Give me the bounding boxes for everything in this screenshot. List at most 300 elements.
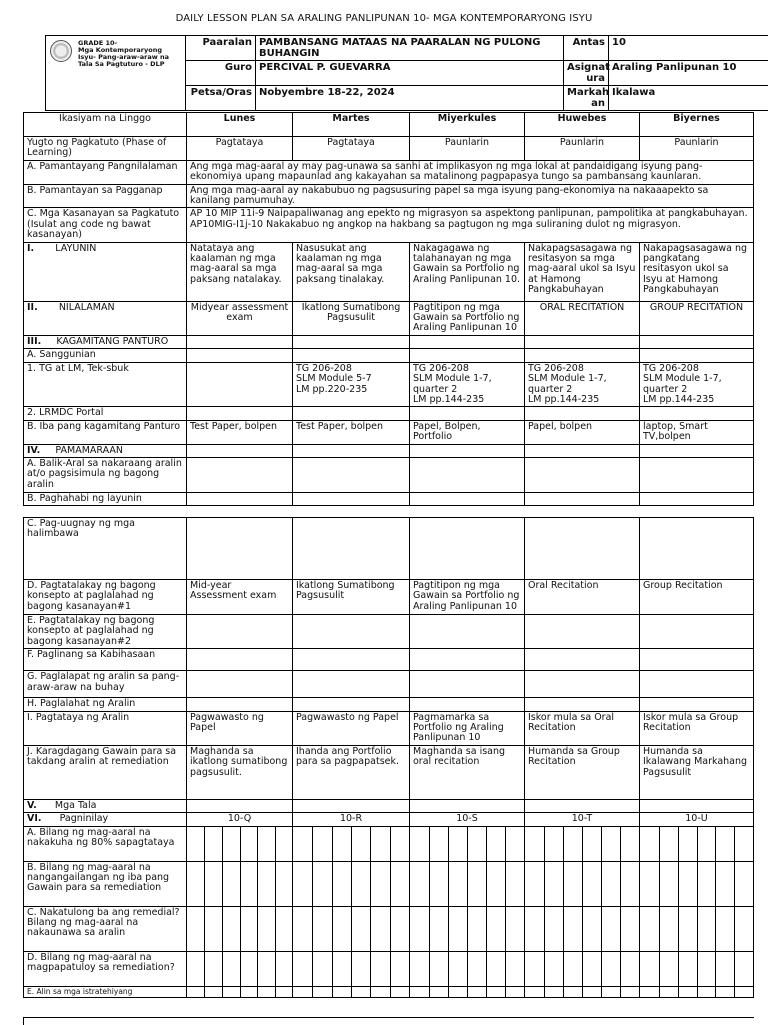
markahan-label: Markah an [564,86,609,111]
tally-divider [486,862,487,906]
school-logo-cell [46,36,186,111]
tally-divider [734,907,735,951]
kasanayan-label: C. Mga Kasanayan sa Pagkatuto (Isulat ang code ng bawat kasanayan) [24,208,187,242]
day-header: Huwebes [525,113,640,137]
tally-divider [448,907,449,951]
tally-divider [257,862,258,906]
tally-divider [601,907,602,951]
reflection-c-label: C. Nakatulong ba ang remedial? Bilang ng mag-aaral na nakaunawa sa aralin [24,906,187,951]
empty-cell [525,335,640,348]
pagtataya-cell: Pagmamarka sa Portfolio ng Araling Panlipunan 10 [410,711,525,745]
count-cell [293,861,410,906]
empty-cell [410,615,525,649]
guro-value: PERCIVAL P. GUEVARRA [256,61,564,86]
pagtatalakay-1-cell: Mid-year Assessment exam [187,580,293,615]
empty-cell [293,671,410,698]
empty-cell [640,407,754,420]
pagtatalakay-1-label: D. Pagtatalakay ng bagong konsepto at paglalahad ng bagong kasanayan#1 [24,580,187,615]
karagdagang-gawain-label: J. Karagdagang Gawain para sa takdang aralin at remediation [24,745,187,799]
pamantayan-sa-pagganap-text: Ang mga mag-aaral ay nakabubuo ng pagsusuring papel sa mga isyung pang-ekonomiya na nakaaapekto sa kanilang pamumuhay. [187,184,754,208]
empty-cell [525,615,640,649]
empty-cell [293,518,410,580]
tally-divider [620,907,621,951]
empty-cell [293,649,410,671]
tally-divider [620,827,621,861]
tally-divider [505,987,506,997]
empty-cell [187,671,293,698]
tally-divider [429,862,430,906]
tally-divider [467,862,468,906]
tally-divider [715,827,716,861]
tally-divider [620,987,621,997]
tally-divider [240,907,241,951]
empty-cell [293,698,410,711]
tally-divider [601,827,602,861]
tally-divider [486,907,487,951]
kagamitan-label: III. KAGAMITANG PANTURO [24,335,187,348]
tally-divider [505,907,506,951]
iba-cell: laptop, Smart TV,bolpen [640,420,754,444]
empty-cell [640,349,754,362]
tally-divider [544,862,545,906]
section-header: 10-S [410,813,525,826]
tally-divider [429,827,430,861]
page-title: DAILY LESSON PLAN SA ARALING PANLIPUNAN 10- MGA KONTEMPORARYONG ISYU [0,13,768,24]
empty-cell [187,518,293,580]
tally-divider [332,952,333,986]
empty-cell [640,698,754,711]
layunin-cell: Nakapagsasagawa ng pangkatang resitasyon ukol sa Isyu at Hamong Pangkabuhayan [640,242,754,301]
pamamaraan-label: IV. PAMAMARAAN [24,444,187,457]
empty-cell [293,799,410,812]
iba-pang-kagamitan-label: B. Iba pang kagamitang Panturo [24,420,187,444]
empty-cell [410,349,525,362]
guro-label: Guro [186,61,256,86]
empty-cell [525,349,640,362]
yugto-label: Yugto ng Pagkatuto (Phase of Learning) [24,137,187,161]
empty-cell [410,457,525,492]
tally-divider [275,952,276,986]
tally-divider [467,952,468,986]
tally-divider [467,987,468,997]
pagninilay-label: VI. Pagninilay [24,813,187,826]
lesson-plan-table-1 [23,112,754,506]
tally-divider [275,862,276,906]
tally-divider [601,952,602,986]
tally-divider [312,952,313,986]
petsa-value: Nobyembre 18-22, 2024 [256,86,564,111]
paglalahat-label: H. Paglalahat ng Aralin [24,698,187,711]
tally-divider [204,862,205,906]
lrmdc-label: 2. LRMDC Portal [24,407,187,420]
markahan-value: Ikalawa [609,86,768,111]
tally-divider [544,907,545,951]
tally-divider [351,827,352,861]
nilalaman-cell: Pagtitipon ng mga Gawain sa Portfolio ng Araling Panlipunan 10 [410,301,525,335]
empty-cell [525,518,640,580]
tally-divider [582,862,583,906]
nilalaman-label: II. NILALAMAN [24,301,187,335]
count-cell [293,906,410,951]
tally-divider [659,862,660,906]
layunin-cell: Natataya ang kaalaman ng mga mag-aaral sa mga paksang natalakay. [187,242,293,301]
reflection-a-label: A. Bilang ng mag-aaral na nakakuha ng 80% sapagtataya [24,826,187,861]
tally-divider [222,907,223,951]
tally-divider [429,987,430,997]
tally-divider [678,987,679,997]
tally-divider [240,987,241,997]
pagtataya-cell: Pagwawasto ng Papel [293,711,410,745]
empty-cell [293,457,410,492]
tally-divider [486,827,487,861]
tally-divider [429,907,430,951]
iba-cell: Papel, bolpen [525,420,640,444]
empty-cell [410,649,525,671]
tally-divider [390,862,391,906]
iba-cell: Papel, Bolpen, Portfolio [410,420,525,444]
tally-divider [204,987,205,997]
mga-tala-label: V. Mga Tala [24,799,187,812]
karagdagang-gawain-cell: Maghanda sa ikatlong sumatibong pagsusulit. [187,745,293,799]
tally-divider [275,827,276,861]
empty-cell [187,335,293,348]
tally-divider [312,827,313,861]
tally-divider [544,827,545,861]
empty-cell [640,457,754,492]
day-header: Biyernes [640,113,754,137]
tally-divider [448,987,449,997]
tg-cell: TG 206-208 SLM Module 1-7, quarter 2 LM pp.144-235 [410,362,525,407]
count-cell [293,826,410,861]
paglinang-label: F. Paglinang sa Kabihasaan [24,649,187,671]
pamantayang-pangnilalaman-label: A. Pamantayang Pangnilalaman [24,160,187,184]
tally-divider [240,862,241,906]
tally-divider [222,952,223,986]
tally-divider [734,862,735,906]
tally-divider [659,907,660,951]
tally-divider [222,862,223,906]
empty-cell [640,799,754,812]
yugto-cell: Paunlarin [410,137,525,161]
empty-cell [640,335,754,348]
count-cell [187,951,293,986]
tally-divider [544,987,545,997]
deped-seal-icon [50,40,72,62]
empty-cell [525,698,640,711]
tally-divider [715,987,716,997]
tally-divider [332,862,333,906]
tally-divider [448,862,449,906]
tally-divider [486,952,487,986]
tally-divider [312,907,313,951]
empty-cell [293,335,410,348]
count-cell [640,951,754,986]
tally-divider [467,827,468,861]
tally-divider [390,907,391,951]
layunin-cell: Nakapagsasagawa ng resitasyon sa mga mag-aaral ukol sa Isyu at Hamong Pangkabuhayan [525,242,640,301]
tally-divider [332,827,333,861]
pagtatalakay-1-cell: Oral Recitation [525,580,640,615]
paaralan-label: Paaralan [186,36,256,61]
tally-divider [257,907,258,951]
tg-cell [187,362,293,407]
tally-divider [582,907,583,951]
day-header: Lunes [187,113,293,137]
yugto-cell: Paunlarin [525,137,640,161]
empty-cell [187,615,293,649]
tally-divider [312,987,313,997]
empty-cell [410,799,525,812]
tally-divider [697,952,698,986]
tally-divider [563,907,564,951]
tally-divider [601,987,602,997]
count-cell [293,951,410,986]
karagdagang-gawain-cell: Maghanda sa isang oral recitation [410,745,525,799]
empty-cell [410,671,525,698]
empty-cell [293,349,410,362]
reflection-d-label: D. Bilang ng mag-aaral na magpapatuloy sa remediation? [24,951,187,986]
tally-divider [370,987,371,997]
yugto-cell: Paunlarin [640,137,754,161]
section-header: 10-U [640,813,754,826]
asignatura-value: Araling Panlipunan 10 [609,61,768,86]
tally-divider [257,987,258,997]
tally-divider [257,952,258,986]
count-cell [187,861,293,906]
lesson-plan-table-2 [23,517,754,998]
tally-divider [620,952,621,986]
tally-divider [697,987,698,997]
empty-cell [525,444,640,457]
empty-cell [293,615,410,649]
count-cell [410,986,525,997]
tally-divider [390,952,391,986]
tally-divider [505,827,506,861]
tally-divider [505,952,506,986]
empty-cell [640,649,754,671]
empty-cell [187,457,293,492]
kasanayan-text: AP 10 MIP 11i-9 Naipapaliwanag ang epekto ng migrasyon sa aspektong panlipunan, pampolitika at pangkabuhayan. AP10MIG-I1j-10 Nakakabuo ng angkop na hakbang sa pagtugon ng mga suliraning dulot ng migrasyon. [187,208,754,242]
pagtataya-label: I. Pagtataya ng Aralin [24,711,187,745]
tally-divider [734,952,735,986]
nilalaman-cell: Midyear assessment exam [187,301,293,335]
tally-divider [370,827,371,861]
antas-label: Antas [564,36,609,61]
empty-cell [187,444,293,457]
tally-divider [544,952,545,986]
yugto-cell: Pagtataya [293,137,410,161]
pagtataya-cell: Pagwawasto ng Papel [187,711,293,745]
empty-cell [640,671,754,698]
section-header: 10-Q [187,813,293,826]
tally-divider [275,987,276,997]
tally-divider [582,827,583,861]
empty-cell [525,492,640,505]
tally-divider [257,827,258,861]
iba-cell: Test Paper, bolpen [293,420,410,444]
section-header: 10-R [293,813,410,826]
tally-divider [222,827,223,861]
tally-divider [204,827,205,861]
pagtatalakay-1-cell: Ikatlong Sumatibong Pagsusulit [293,580,410,615]
tally-divider [697,907,698,951]
nilalaman-cell: GROUP RECITATION [640,301,754,335]
tally-divider [563,987,564,997]
tally-divider [351,907,352,951]
tally-divider [204,952,205,986]
tally-divider [678,862,679,906]
tally-divider [582,952,583,986]
tally-divider [204,907,205,951]
empty-cell [293,407,410,420]
tally-divider [715,862,716,906]
tally-divider [505,862,506,906]
count-cell [293,986,410,997]
tally-divider [715,907,716,951]
empty-cell [525,671,640,698]
tg-cell: TG 206-208 SLM Module 1-7, quarter 2 LM pp.144-235 [525,362,640,407]
pamantayan-sa-pagganap-label: B. Pamantayan sa Pagganap [24,184,187,208]
tally-divider [678,952,679,986]
tally-divider [351,862,352,906]
empty-cell [640,615,754,649]
count-cell [525,861,640,906]
asignatura-label: Asignat ura [564,61,609,86]
header-table [45,35,768,111]
tally-divider [734,827,735,861]
empty-cell [187,698,293,711]
pagtatalakay-1-cell: Pagtitipon ng mga Gawain sa Portfolio ng Araling Panlipunan 10 [410,580,525,615]
count-cell [640,861,754,906]
petsa-label: Petsa/Oras [186,86,256,111]
sanggunian-label: A. Sanggunian [24,349,187,362]
tg-cell: TG 206-208 SLM Module 5-7 LM pp.220-235 [293,362,410,407]
paglalapat-label: G. Paglalapat ng aralin sa pang-araw-araw na buhay [24,671,187,698]
pagtatalakay-1-cell: Group Recitation [640,580,754,615]
empty-cell [293,444,410,457]
tally-divider [734,987,735,997]
empty-cell [640,492,754,505]
tally-divider [678,827,679,861]
tally-divider [620,862,621,906]
tally-divider [275,907,276,951]
empty-cell [640,444,754,457]
empty-cell [410,698,525,711]
tally-divider [678,907,679,951]
tally-divider [601,862,602,906]
empty-cell [187,349,293,362]
yugto-cell: Pagtataya [187,137,293,161]
count-cell [410,861,525,906]
tally-divider [370,952,371,986]
tally-divider [351,987,352,997]
tally-divider [390,827,391,861]
empty-cell [525,457,640,492]
tally-divider [240,952,241,986]
tally-divider [448,827,449,861]
reflection-e-label: E. Alin sa mga istratehiyang [24,986,187,997]
pagtatalakay-2-label: E. Pagtatalakay ng bagong konsepto at paglalahad ng bagong kasanayan#2 [24,615,187,649]
count-cell [410,826,525,861]
tally-divider [429,952,430,986]
paaralan-value: PAMBANSANG MATAAS NA PAARALAN NG PULONG BUHANGIN [256,36,564,61]
karagdagang-gawain-cell: Humanda sa Ikalawang Markahang Pagsusulit [640,745,754,799]
day-header: Martes [293,113,410,137]
empty-cell [410,407,525,420]
count-cell [525,951,640,986]
tally-divider [563,862,564,906]
count-cell [410,951,525,986]
count-cell [410,906,525,951]
tally-divider [582,987,583,997]
empty-cell [525,407,640,420]
tally-divider [697,862,698,906]
tally-divider [659,987,660,997]
empty-cell [410,492,525,505]
tally-divider [222,987,223,997]
iba-cell: Test Paper, bolpen [187,420,293,444]
tally-divider [370,862,371,906]
tally-divider [332,987,333,997]
count-cell [187,906,293,951]
tally-divider [659,827,660,861]
count-cell [640,986,754,997]
tally-divider [351,952,352,986]
tally-divider [390,987,391,997]
logo-text: GRADE 10- Mga Kontemporaryong Isyu- Pang-araw-araw na Tala Sa Pagtuturo - DLP [78,40,170,70]
tally-divider [370,907,371,951]
day-header: Miyerkules [410,113,525,137]
karagdagang-gawain-cell: Humanda sa Group Recitation [525,745,640,799]
empty-cell [410,518,525,580]
empty-cell [525,799,640,812]
empty-cell [525,649,640,671]
pag-uugnay-label: C. Pag-uugnay ng mga halimbawa [24,518,187,580]
empty-cell [410,444,525,457]
section-header: 10-T [525,813,640,826]
empty-cell [187,407,293,420]
week-label: Ikasiyam na Linggo [24,113,187,137]
count-cell [187,826,293,861]
tg-cell: TG 206-208 SLM Module 1-7, quarter 2 LM pp.144-235 [640,362,754,407]
layunin-cell: Nakagagawa ng talahanayan ng mga Gawain sa Portfolio ng Araling Panlipunan 10. [410,242,525,301]
layunin-cell: Nasusukat ang kaalaman ng mga mag-aaral sa mga paksang tinalakay. [293,242,410,301]
count-cell [525,826,640,861]
karagdagang-gawain-cell: Ihanda ang Portfolio para sa pagpapatsek. [293,745,410,799]
count-cell [525,986,640,997]
tally-divider [467,907,468,951]
tg-label: 1. TG at LM, Tek-sbuk [24,362,187,407]
empty-cell [293,492,410,505]
tally-divider [486,987,487,997]
count-cell [640,826,754,861]
tally-divider [697,827,698,861]
empty-cell [187,649,293,671]
empty-cell [187,492,293,505]
count-cell [187,986,293,997]
reflection-b-label: B. Bilang ng mag-aaral na nangangailangan ng iba pang Gawain para sa remediation [24,861,187,906]
nilalaman-cell: Ikatlong Sumatibong Pagsusulit [293,301,410,335]
tally-divider [448,952,449,986]
tally-divider [240,827,241,861]
tally-divider [332,907,333,951]
tally-divider [715,952,716,986]
tally-divider [563,827,564,861]
count-cell [525,906,640,951]
tally-divider [659,952,660,986]
pagtataya-cell: Iskor mula sa Group Recitation [640,711,754,745]
empty-cell [640,518,754,580]
